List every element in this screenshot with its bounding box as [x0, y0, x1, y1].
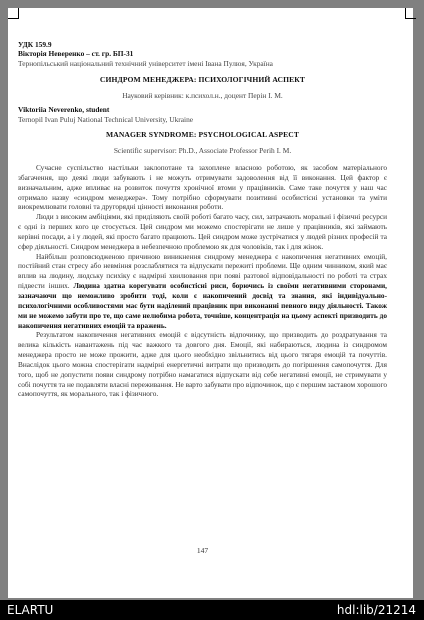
udc-code: УДК 159.9	[18, 40, 52, 49]
paragraph-3-text: Найбільш розповсюдженою причиною виникнення синдрому менеджера є накопичення негативних емоцій, постійний стан стресу або невміння розслаблятися та відпускати пережиті проблеми. Ще одним чинником, який має вплив на людину, людську психіку є надмірні хвилювання при появі разтової відповідальності по роботі та страх підвести інших.	[18, 251, 387, 291]
paragraph-1: Сучасне суспільство настільки заклопотане та захоплене власною роботою, як засобом матеріального збагачення, що деякі люди забувають і не можуть отримувати задоволення від її виконання. Цей фактор є визначальним, адже впливає на розвиток почуття хронічної втоми у працівників. Саме таке почуття у наш час отримало назву «синдром менеджера». Тому потрібно сформувати позитивні особистісні установки та уміти виокремлювати головні та другорядні цінності виконання роботи.	[18, 163, 387, 212]
page-number: 147	[196, 546, 209, 555]
affiliation-en: Ternopil Ivan Puluj National Technical University, Ukraine	[18, 114, 194, 124]
author-ua: Вікторія Неверенко – ст. гр. БП-31	[18, 49, 134, 59]
paragraph-3	[18, 252, 387, 331]
repository-name: ELARTU	[7, 603, 54, 617]
handle-link[interactable]: hdl:lib/21214	[336, 603, 416, 617]
title-en: MANAGER SYNDROME: PSYCHOLOGICAL ASPECT	[105, 130, 300, 140]
document-content	[18, 40, 387, 399]
crop-mark-top-left	[8, 8, 19, 19]
crop-mark-top-right	[405, 8, 416, 19]
paragraph-3-emphasis: Людина здатна корегувати особистісні риси, борючись із своїми негативними сторонами, зазначаючи що неможливо зробити тоді, коли є накопичений досвід та знання, які індивідуально-психологічними особливостями має бути наділений працівник при виконанні певного виду діяльності. Також ми не можемо забути про те, що саме нелюбима робота, точніше, концентрація на цьому аспекті призводить до накопичення негативних емоцій та вражень.	[18, 281, 387, 330]
paragraph-4: Результатом накопичення негативних емоцій є відсутність відпочинку, що призводить до роздратування та велика кількість навантажень під час важкого та довгого дня. Емоції, які набираються, людина із синдромом менеджера просто не може прожити, адже для цього необхідно звільнитись від цього тягаря емоцій та почуттів. Внаслідок цього можна спостерігати надмірні енергетичні витрати що призводить до погіршення самопочуття. Для того, щоб не допустити появи синдрому потрібно намагатися відпускати від себе негативні емоції, не стримувати у собі почуття та не подавляти власні переживання. Не варто забувати про відпочинок, що є першим заставом хорошого самопочуття, як морального, так і фізичного.	[18, 330, 387, 399]
affiliation-ua: Тернопільський національний технічний університет імені Івана Пулюя, Україна	[18, 58, 273, 68]
supervisor-ua: Науковий керівник: к.психол.н., доцент Перін І. М.	[122, 90, 283, 100]
title-ua: СИНДРОМ МЕНЕДЖЕРА: ПСИХОЛОГІЧНИЙ АСПЕКТ	[99, 75, 306, 85]
paragraph-2: Люди з високим амбіціями, які приділяють своїй роботі багато часу, сил, затрачають моральні і фізичні ресурси є одні із перших кого це стосується. Цей синдром ми можемо спостерігати не лише у працівників, які займають керівні посади, а і у людей, які просто багато працюють. Цей синдром може зустрічатися у людей різних професій та сфер діяльності. Синдром менеджера в небезпечною проблемою як для чоловіків, так і для жінок.	[18, 212, 387, 251]
author-en: Viktoriia Neverenko, student	[18, 105, 110, 115]
supervisor-en: Scientific supervisor: Ph.D., Associate Professor Perih I. M.	[113, 145, 292, 155]
repository-footer	[0, 600, 424, 620]
